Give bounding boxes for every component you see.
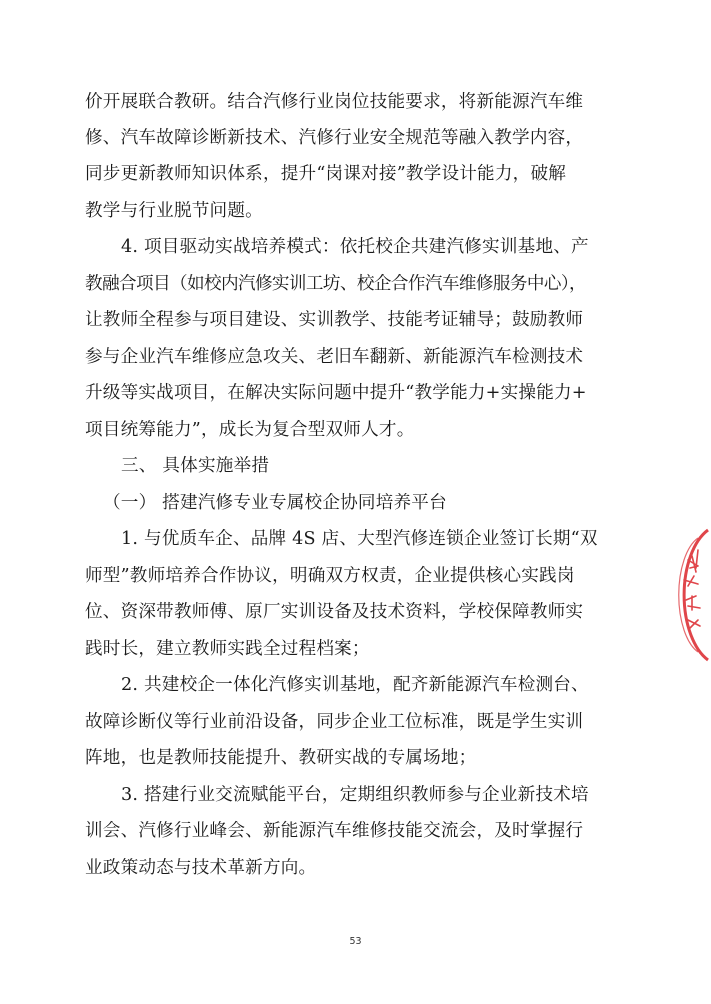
- line-text: 践时长，建立教师实践全过程档案；: [85, 639, 370, 659]
- line-text: 阵地，也是教师技能提升、教研实战的专属场地；: [85, 748, 477, 768]
- red-seal-stamp: [668, 520, 711, 670]
- line-text: 参与企业汽车维修应急攻关、老旧车翻新、新能源汽车检测技术: [85, 347, 584, 367]
- line-text: 4. 项目驱动实战培养模式：依托校企共建汽修实训基地、产: [121, 237, 589, 257]
- text-line: [0, 635, 711, 663]
- line-text: 2. 共建校企一体化汽修实训基地，配齐新能源汽车检测台、: [121, 675, 589, 695]
- text-line: [0, 124, 711, 152]
- text-line: [0, 306, 711, 334]
- text-line: [0, 744, 711, 772]
- line-text: 升级等实战项目，在解决实际问题中提升“教学能力+实操能力+: [85, 383, 587, 403]
- text-line: [0, 233, 711, 261]
- section-heading: [0, 452, 711, 480]
- line-text: 价开展联合教研。结合汽修行业岗位技能要求，将新能源汽车维: [85, 92, 584, 112]
- line-text: 业政策动态与技术革新方向。: [85, 858, 317, 878]
- text-line: [0, 562, 711, 590]
- text-line: [0, 197, 711, 225]
- line-text: 项目统筹能力”，成长为复合型双师人才。: [85, 420, 415, 440]
- text-line: [0, 671, 711, 699]
- heading-text: （一） 搭建汽修专业专属校企协同培养平台: [103, 493, 447, 513]
- text-line: [0, 379, 711, 407]
- text-line: [0, 88, 711, 116]
- line-text: 师型”教师培养合作协议，明确双方权责，企业提供核心实践岗: [85, 566, 575, 586]
- text-line: [0, 598, 711, 626]
- line-text: 位、资深带教师傅、原厂实训设备及技术资料，学校保障教师实: [85, 602, 584, 622]
- text-line: [0, 781, 711, 809]
- line-text: 教学与行业脱节问题。: [85, 201, 263, 221]
- line-text: 同步更新教师知识体系，提升“岗课对接”教学设计能力，破解: [85, 164, 567, 184]
- line-text: 让教师全程参与项目建设、实训教学、技能考证辅导；鼓励教师: [85, 310, 584, 330]
- subsection-heading: [0, 489, 711, 517]
- text-line: [0, 525, 711, 553]
- page-number: 53: [349, 936, 362, 947]
- line-text: 教融合项目（如校内汽修实训工坊、校企合作汽车维修服务中心），: [85, 274, 587, 294]
- text-line: [0, 343, 711, 371]
- text-line: [0, 817, 711, 845]
- text-line: [0, 416, 711, 444]
- text-line: [0, 854, 711, 882]
- text-line: [0, 708, 711, 736]
- line-text: 故障诊断仪等行业前沿设备，同步企业工位标准，既是学生实训: [85, 712, 584, 732]
- text-line: [0, 270, 711, 298]
- text-line: [0, 160, 711, 188]
- line-text: 修、汽车故障诊断新技术、汽修行业安全规范等融入教学内容，: [85, 128, 584, 148]
- line-text: 训会、汽修行业峰会、新能源汽车维修技能交流会，及时掌握行: [85, 821, 584, 841]
- heading-text: 三、 具体实施举措: [121, 456, 270, 476]
- line-text: 3. 搭建行业交流赋能平台，定期组织教师参与企业新技术培: [121, 785, 589, 805]
- line-text: 1. 与优质车企、品牌 4S 店、大型汽修连锁企业签订长期“双: [121, 529, 598, 549]
